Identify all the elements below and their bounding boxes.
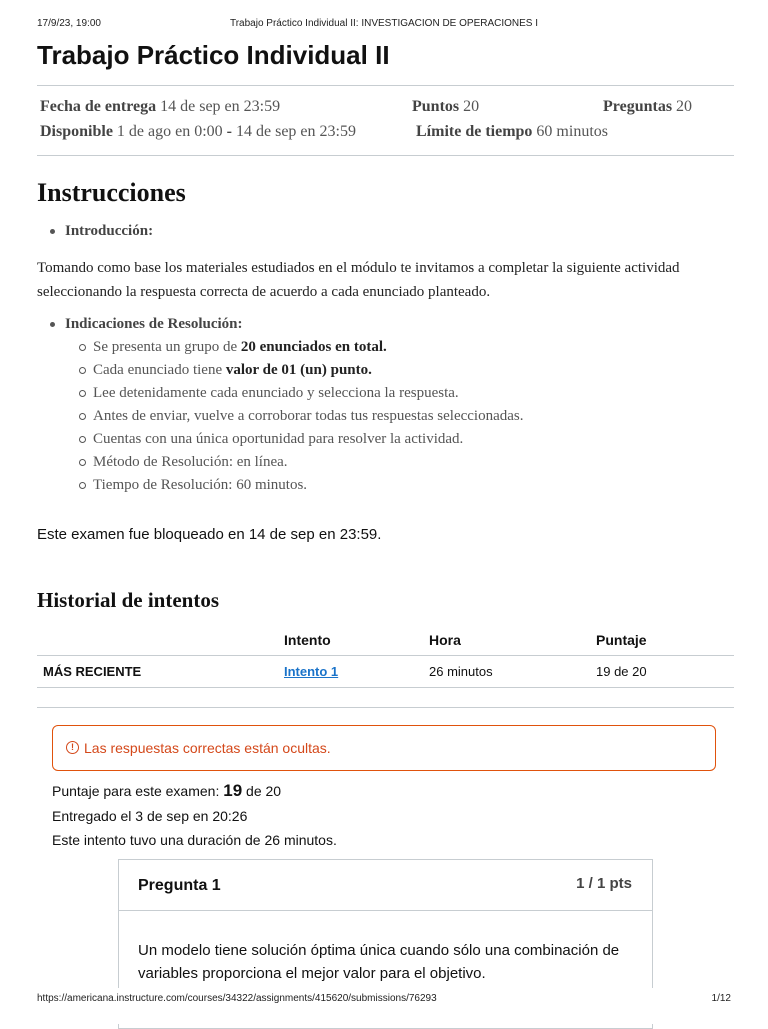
indication-text: Tiempo de Resolución: 60 minutos. (93, 477, 308, 493)
indication-item (65, 359, 524, 382)
list-item (48, 220, 153, 243)
history-heading: Historial de intentos (37, 588, 219, 612)
available-separator: - (222, 123, 236, 140)
indication-item (65, 451, 524, 474)
indication-text: Antes de enviar, vuelve a corroborar todas tus respuestas seleccionadas. (93, 408, 524, 424)
question-header (119, 860, 652, 911)
time-limit (416, 123, 608, 141)
print-date: 17/9/23, 19:00 (37, 18, 101, 29)
due-date-value: 14 de sep en 23:59 (160, 98, 281, 115)
column-header: Intento (284, 625, 429, 656)
time-limit-value: 60 minutos (536, 123, 608, 140)
list-item (48, 313, 524, 497)
questions-count (603, 98, 692, 116)
alert-text: Las respuestas correctas están ocultas. (84, 740, 331, 756)
instructions-heading: Instrucciones (37, 178, 186, 207)
indications-sublist (65, 336, 524, 497)
score-value: 19 (223, 781, 243, 800)
indication-emphasis: 20 enunciados en total. (240, 339, 387, 355)
score-suffix: de 20 (242, 783, 282, 799)
question-points: 1 / 1 pts (576, 875, 632, 892)
indication-emphasis: valor de 01 (un) punto. (225, 362, 372, 378)
divider (37, 85, 734, 86)
answers-hidden-alert (52, 725, 716, 771)
available-start: 1 de ago en 0:00 (116, 123, 223, 140)
print-header (37, 18, 731, 32)
submitted-line: Entregado el 3 de sep en 20:26 (52, 807, 248, 824)
print-url: https://americana.instructure.com/courses/34322/assignments/415620/submissions/76293 (37, 993, 437, 1004)
divider (37, 707, 734, 708)
print-footer (37, 993, 731, 1007)
intro-paragraph: Tomando como base los materiales estudiados en el módulo te invitamos a completar la siguiente actividad seleccionando la respuesta correcta de acuerdo a cada enunciado planteado. (37, 260, 680, 300)
availability (40, 123, 356, 141)
indication-text: Lee detenidamente cada enunciado y selecciona la respuesta. (93, 385, 459, 401)
intro-label: Introducción: (65, 223, 154, 239)
indication-text: Se presenta un grupo de (93, 339, 241, 355)
attempts-table (37, 625, 734, 688)
column-header: Puntaje (596, 625, 734, 656)
column-header (37, 625, 284, 656)
table-row (37, 656, 734, 688)
due-date-label: Fecha de entrega (40, 98, 157, 115)
points-value: 20 (463, 98, 480, 115)
available-label: Disponible (40, 123, 113, 140)
attempt-label: MÁS RECIENTE (37, 656, 284, 688)
time-limit-label: Límite de tiempo (416, 123, 533, 140)
indication-item (65, 428, 524, 451)
locked-message: Este examen fue bloqueado en 14 de sep en 23:59. (37, 526, 382, 543)
indication-item (65, 336, 524, 359)
table-header-row (37, 625, 734, 656)
attempt-link[interactable]: Intento 1 (284, 664, 339, 679)
print-page-number: 1/12 (711, 993, 731, 1004)
score-line (52, 779, 337, 804)
indication-text: Método de Resolución: en línea. (93, 454, 288, 470)
print-document-title: Trabajo Práctico Individual II: INVESTIGACION DE OPERACIONES I (229, 18, 539, 29)
duration-line: Este intento tuvo una duración de 26 minutos. (52, 832, 337, 848)
warning-circle-icon: ! (66, 741, 79, 754)
question-text: Un modelo tiene solución óptima única cuando sólo una combinación de variables proporciona el mejor valor para el objetivo. (138, 942, 620, 982)
due-date (40, 98, 280, 116)
indication-item (65, 405, 524, 428)
indication-text: Cuentas con una única oportunidad para resolver la actividad. (93, 431, 464, 447)
questions-label: Preguntas (603, 98, 673, 115)
indication-item (65, 382, 524, 405)
attempt-time: 26 minutos (429, 656, 596, 688)
available-end: 14 de sep en 23:59 (236, 123, 356, 140)
intro-list (48, 220, 153, 243)
page-title: Trabajo Práctico Individual II (37, 40, 390, 70)
indications-list (48, 313, 524, 497)
attempt-cell (284, 656, 429, 688)
questions-value: 20 (676, 98, 693, 115)
indication-text: Cada enunciado tiene (93, 362, 226, 378)
column-header: Hora (429, 625, 596, 656)
quiz-details (40, 96, 728, 146)
indications-label: Indicaciones de Resolución: (65, 316, 243, 332)
attempt-score: 19 de 20 (596, 656, 734, 688)
score-summary (52, 779, 337, 853)
divider (37, 155, 734, 156)
points (412, 98, 479, 116)
points-label: Puntos (412, 98, 460, 115)
indication-item (65, 474, 524, 497)
question-title: Pregunta 1 (138, 877, 221, 894)
score-label: Puntaje para este examen: (52, 783, 224, 799)
